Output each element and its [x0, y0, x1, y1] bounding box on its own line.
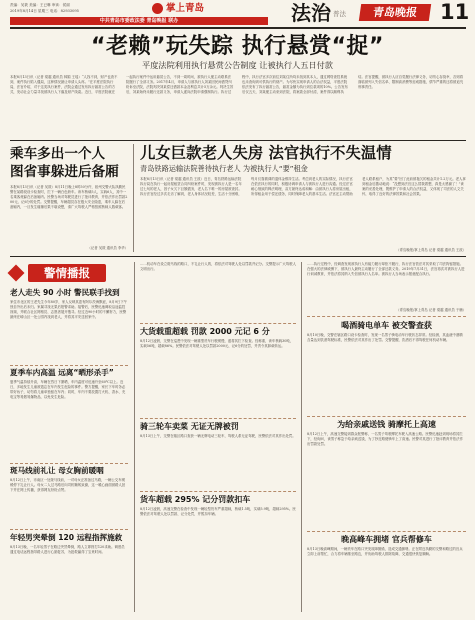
right-r1-body: 8月10日晚，交警在辖区路口设卡检查时，发现一名男子骑电动车行驶状态异常。经检测，其血液中酒精含量达到饮酒驾驶标准，民警依法对其作出了处罚。交警提醒，饮酒后不得驾驶任何机动车辆。	[307, 333, 463, 343]
right-r3-title: 晚高峰车拥堵 官兵帮修车	[341, 535, 432, 544]
section-title: 法治	[291, 1, 331, 25]
divider-dash	[307, 416, 466, 417]
divider-dash	[10, 463, 128, 464]
headline-subtitle: 平度法院利用执行悬赏公告制度 让被执行人五日付款	[142, 60, 333, 70]
left-story1-title2: 图省事躲进后备厢	[10, 164, 119, 180]
police-s3-title: 斑马线前礼让 母女胸前暖咽	[10, 466, 104, 475]
police-s4-title: 年轻男突晕倒 120 远程指挥施救	[10, 533, 123, 542]
middle-s1-title: 大货载重超载 罚款 2000 元记 6 分	[140, 327, 270, 336]
middle-s3-body: 8月12日凌晨，高速交警在检查中发现一辆轻型货车严重超载，核载1.5吨，实载5.9吨，超载295%。民警依法对驾驶人处以罚款、记分处罚，并暂扣车辆。	[140, 507, 296, 517]
right-top-body: ……执行过程中，经调查发现被执行人有能力履行却拒不履行，执行法官依法对其采取了司法拘留措施。在强大的法律威慑下，被执行人最终主动履行了全部还款义务。2019年7月31日，法官再次对被执行人进行训诫教育，并依法将其纳入失信被执行人名单。被执行人当场表示愿意配合执行。	[307, 262, 465, 277]
section-small: 普法	[333, 10, 346, 18]
section-divider	[10, 140, 466, 141]
divider-dash	[307, 531, 466, 532]
police-brief-banner	[10, 263, 128, 283]
column-divider-left	[133, 144, 134, 252]
logo-text: 掌上青岛	[166, 3, 205, 14]
left-story1-body: 本报8月13日讯（记者 吴筱）8月11日晚上8时50分许，胶州交警大队执勤民警在某路段设卡检查时，拦下一辆白色轿车。该车核载5人，实载6人，其中一名乘客竟躲在后备厢内。民警当场对驾驶员进行了批评教育，并依法作出罚款200元、记6分的处罚。交警提醒，车辆超员存在极大安全隐患，乘车人躲在后备厢内，一旦发生碰撞后果不堪设想，请广大驾驶人严格按照核载人数载客。	[10, 185, 128, 210]
police-s4-body: 8月13日晚，一名年轻男子在路边突然晕倒，路人立即拨打120求助。调度员通过电话远程指导路人进行心肺复苏，为抢救赢得了宝贵时间。	[10, 545, 125, 555]
police-brief-title: 警情播报	[28, 264, 106, 282]
divider-dash	[10, 365, 128, 366]
right-r2-body: 8月12日上午，高速交警接到群众报警称，一名男子驾驶摩托车驶入高速公路。民警迅速赶到现场将其拦下，经询问，该男子称急于给亲戚送钱，为了抄近路便骑车上了高速。民警对其进行了批评教育并依法作出罚款处罚。	[307, 432, 463, 447]
police-s2-body: 夏季气温持续升高，车辆在烈日下暴晒，车内温度可迅速升至60℃以上。近日，多地发生儿童被遗忘在车内发生危险的事件。警方提醒，家长下车时务必带好孩子，切勿将儿童单独留在车内；同时，车内不要放置打火机、香水、充电宝等易燃易爆物品，以免发生危险。	[10, 380, 126, 400]
center-story-subtitle: 青岛铁路运输法院善待执行老人 为被执行人“要”租金	[140, 164, 308, 173]
divider-dash	[140, 323, 296, 324]
logo	[152, 2, 212, 16]
middle-s1-body: 8月12日凌晨，交警在巡逻中发现一辆重型货车行驶缓慢，遂将其拦下检查。经称重，该车核载30吨，实载56吨，超载86%。民警依法对驾驶人处以罚款2000元、记6分的处罚，并责令其卸载转运。	[140, 339, 294, 349]
divider-dash	[10, 529, 128, 530]
right-r1-title: 喝酒骑电单车 被交警查获	[341, 321, 432, 330]
middle-s2-body: 8月13日上午，交警在辖区路口查获一辆无牌电动三轮车，驾驶人系无证驾驶，民警依法对其作出处罚。	[140, 434, 296, 438]
banner-decor-icon	[8, 265, 25, 282]
divider-dash	[140, 418, 296, 419]
page-number: 11	[440, 0, 470, 24]
column-divider-left-2	[134, 262, 135, 612]
center-story-body: 本报8月13日讯（记者 梁越 通讯员 王波）近日，青岛铁路运输法院执行局在执行一起房屋租赁合同纠纷案件时，发现被执行人是一名年过七旬的老人，因子女欠下巨额债务，老人名下唯一的房屋被查封。执行法官经过多次走访了解到，老人身体状况较差，生活十分困难，每月仅靠微薄的退休金维持生活。考虑到老人的实际情况，执行法官在依法执行的同时，积极协调申请人与被执行人进行沟通。经过法官耐心细致的释法明理，双方最终达成和解：由被执行人将房屋出租，所得租金用于偿还债务，同时保障老人的基本生活。法官还主动帮助老人联系租户，为其“要”回了此前被拖欠的租金共计1.2万元。老人拿到租金后激动地说：“没想到法官这么替我着想，真是太感谢了！”该案的妥善处理，既维护了申请人的合法权益，又体现了司法的人文关怀，取得了良好的法律效果和社会效果。	[140, 177, 466, 197]
right-top-credit: （青岛晚报/掌上青岛 记者 梁越 通讯员 于楠）	[396, 308, 466, 312]
masthead	[0, 0, 475, 36]
police-s1-title: 老人走失 90 小时 警民联手找到	[10, 288, 120, 297]
date-info: 2019年8月14日 星期三 电话：82933095	[10, 9, 79, 13]
headline-body: 本报8月13日讯（记者 梁越 通讯员 林娟 王瑶）“人找不到，财产也查不到，案件执行陷入僵局，这种情况最让申请人头疼。”在平度法院执行局，法官介绍，对于这类执行案件，法院会通过发布执行悬赏公告的方式，发动社会力量寻找被执行人下落及财产线索。近日，平度法院就在一起执行案件中运用悬赏公告，不到一周时间，被执行人便主动联系法院履行了全部义务。2017年4月，申请人与被执行人刘某因民间借贷纠纷诉至法院，法院判决刘某偿还借款本金及利息共计5万余元。判决生效后，刘某始终未履行还款义务，申请人遂向法院申请强制执行。执行过程中，执行法官多次前往刘某住所均未找到其本人，通过网络查控系统也未查询到可供执行的财产。为尽快实现申请人的合法权益，平度法院依法发布了执行悬赏公告，悬赏金额为执行到位款项的10%。公告发布后仅五天，刘某便主动来到法院，将案款全部付清，案件得以顺利执结。法官提醒，被执行人应自觉履行法律义务，切勿心存侥幸，否则将面临被列入失信名单、限制高消费等惩戒措施，情节严重的还将被追究刑事责任。	[10, 75, 464, 95]
right-r2-title: 为给亲戚送钱 骑摩托上高速	[337, 420, 436, 429]
left-story1-title1: 乘车多出一个人	[10, 146, 106, 162]
divider-dash	[140, 491, 296, 492]
center-story-credit: （青岛晚报/掌上青岛 记者 梁越 通讯员 王波）	[396, 248, 466, 252]
police-s1-body: 家住市北区的王老先生今年80岁，家人反映其患有阿尔茨海默症，8月9日下午独自外出后未归。家属寻找无果后报警求助。接警后，民警迅速调取沿途监控视频，并联合社区网格员、志愿者展开搜寻。经过近90小时的不懈努力，民警最终在崂山区一处公园内找到老人，并将其平安送回家中。	[10, 300, 128, 320]
middle-s3-title: 货车超载 295% 记分罚款扣车	[140, 495, 251, 504]
editor-info: 责编：吴筱 美编：王已琳 审读：侯丽	[10, 3, 70, 7]
center-story-title: 儿女巨款老人失房 法官执行不失温情	[140, 144, 392, 162]
headline-title: “老赖”玩失踪 执行悬赏“捉”	[91, 34, 384, 59]
middle-intro: ……机动车在设立斑马线的路口，不礼让行人的，将依法对驾驶人处以罚款并记分。交警提示广大驾驶人文明出行。	[140, 262, 296, 272]
masthead-rule	[10, 27, 466, 29]
left-story1-credit: （记者 吴筱 通讯员 李华）	[87, 246, 128, 250]
logo-icon	[152, 3, 163, 14]
middle-s2-title: 骑三轮车卖菜 无证无牌被罚	[140, 422, 239, 431]
section-divider-2	[10, 256, 466, 257]
police-s3-body: 8月12日上午，市南区一处斑马线前，一对母女正准备过马路，一辆公交车缓缓停下礼让行人。母女二人过马路后向司机鞠躬致谢，这一暖心画面被路人拍下并在网上传播，获得网友纷纷点赞。	[10, 478, 126, 493]
police-s2-title: 夏季车内高温 远离“晒形杀手”	[10, 368, 114, 377]
right-r3-body: 8月13日晚高峰期间，一辆货车在路口突发故障抛锚，造成交通拥堵。正在附近执勤的交警和路过的官兵立即上前帮忙，合力将车辆推至路边，并协助驾驶人排除故障，交通很快恢复顺畅。	[307, 547, 463, 557]
divider-dash	[307, 316, 466, 317]
banner-bar: 中共青岛市委政法委 青岛晚报 联办	[10, 17, 268, 25]
paper-name: 青岛晚报	[359, 4, 431, 21]
column-divider-right	[301, 262, 302, 612]
